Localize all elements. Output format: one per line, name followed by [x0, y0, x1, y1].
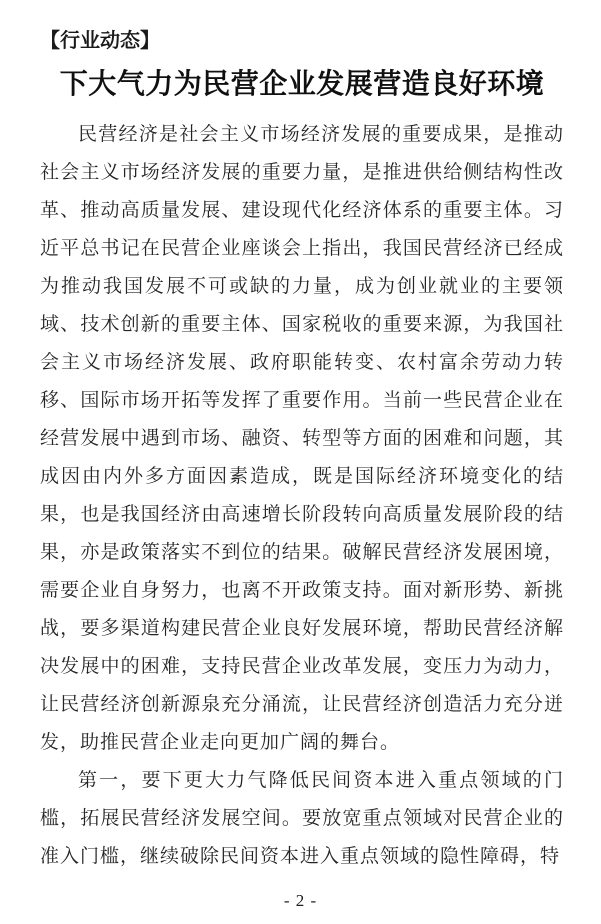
page-title: 下大气力为民营企业发展营造良好环境 [59, 69, 545, 100]
body-paragraph-2: 第一，要下更大力气降低民间资本进入重点领域的门槛，拓展民营经济发展空间。要放宽重点领域对民营企业的准入门槛，继续破除民间资本进入重点领域的隐性障碍，特 [40, 770, 564, 867]
body-paragraph-1: 民营经济是社会主义市场经济发展的重要成果，是推动社会主义市场经济发展的重要力量，是推进供给侧结构性改革、推动高质量发展、建设现代化经济体系的重要主体。习近平总书记在民营企业座谈会上指出，我国民营经济已经成为推动我国发展不可或缺的力量，成为创业就业的主要领域、技术创新的重要主体、国家税收的重要来源，为我国社会主义市场经济发展、政府职能转变、农村富余劳动力转移、国际市场开拓等发挥了重要作用。当前一些民营企业在经营发展中遇到市场、融资、转型等方面的困难和问题，其成因由内外多方面因素造成，既是国际经济环境变化的结果，也是我国经济由高速增长阶段转向高质量发展阶段的结果，亦是政策落实不到位的结果。破解民营经济发展困境，需要企业自身努力，也离不开政策支持。面对新形势、新挑战，要多渠道构建民营企业良好发展环境，帮助民营经济解决发展中的困难，支持民营企业改革发展，变压力为动力，让民营经济创新源泉充分涌流，让民营经济创造活力充分迸发，助推民营企业走向更加广阔的舞台。 [40, 124, 564, 753]
page-number: - 2 - [283, 891, 318, 910]
section-header: 【行业动态】 [40, 30, 160, 52]
document-body [40, 116, 564, 876]
